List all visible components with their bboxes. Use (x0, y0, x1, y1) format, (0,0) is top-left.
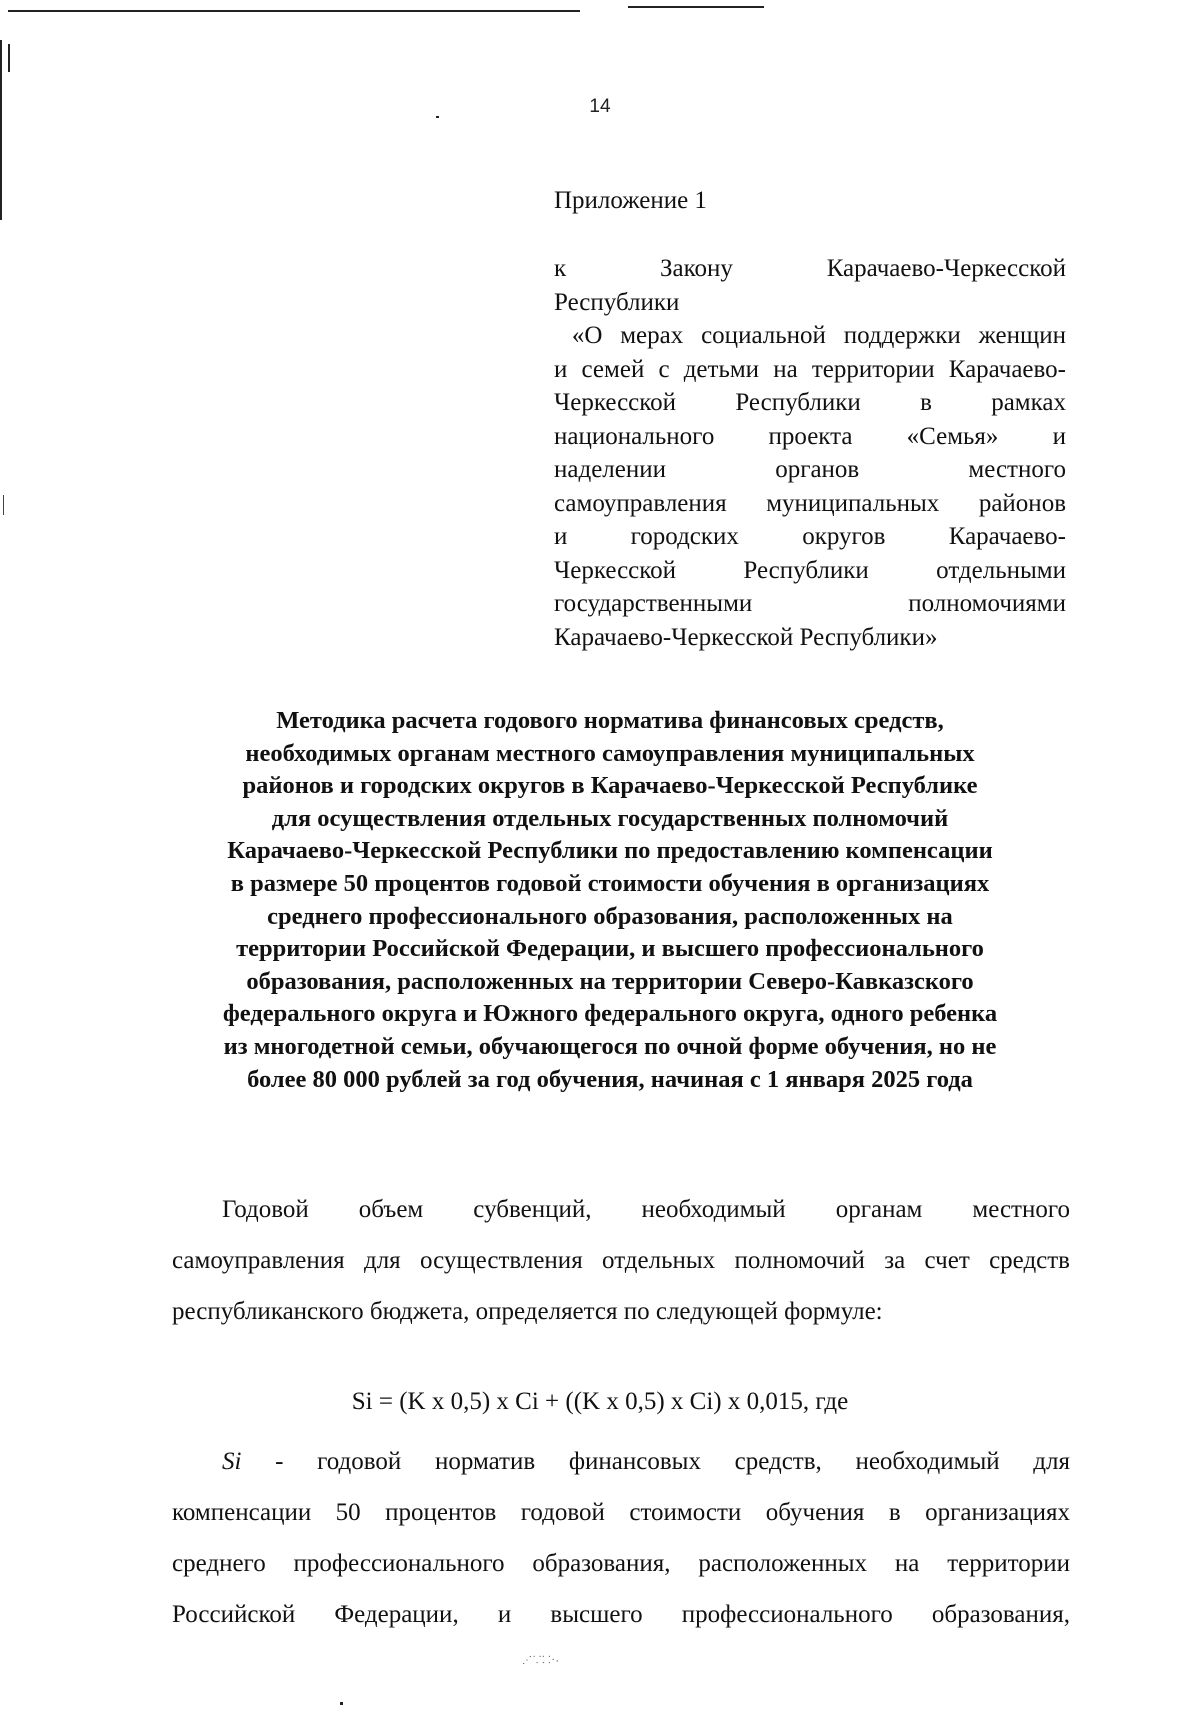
scan-artifact-dot (340, 1702, 343, 1705)
scan-artifact-left-dots (3, 495, 4, 515)
page-number: 14 (589, 96, 611, 117)
paragraph-line: Годовой объем субвенций, необходимый органам местного (222, 1196, 1070, 1223)
definition-first-line (172, 1436, 1070, 1487)
title-line: районов и городских округов в Карачаево-Черкесской Республике (242, 772, 978, 800)
title-line: для осуществления отдельных государственных полномочий (271, 804, 949, 832)
appendix-line: к Закону Карачаево-Черкесской (554, 255, 1066, 282)
paragraph-line: самоуправления для осуществления отдельных полномочий за счет средств (172, 1247, 1070, 1274)
appendix-line: государственными полномочиями (554, 590, 1066, 617)
scan-artifact-top-line (8, 10, 580, 12)
appendix-reference (554, 252, 1066, 654)
title-line: из многодетной семьи, обучающегося по очной форме обучения, но не (223, 1032, 997, 1060)
appendix-line: наделении органов местного (554, 456, 1066, 483)
title-line: Методика расчета годового норматива финансовых средств, (276, 707, 944, 734)
paragraph-line: республиканского бюджета, определяется по следующей формуле: (172, 1298, 883, 1325)
appendix-line: Черкесской Республики в рамках (554, 389, 1066, 416)
definition-text: - годовой норматив финансовых средств, необходимый для (241, 1448, 1070, 1475)
appendix-line: и городских округов Карачаево- (554, 523, 1066, 550)
title-line: в размере 50 процентов годовой стоимости обучения в организациях (230, 869, 990, 897)
appendix-line: Республики (554, 288, 680, 316)
appendix-line: Черкесской Республики отдельными (554, 556, 1066, 584)
methodology-title (160, 705, 1060, 1096)
scan-artifact-top-line-short (628, 6, 764, 8)
appendix-title: Приложение 1 (554, 187, 707, 214)
scan-artifact-left-line (0, 40, 2, 220)
title-line: территории Российской Федерации, и высшего профессионального (236, 935, 984, 963)
title-line: среднего профессионального образования, расположенных на (267, 902, 953, 930)
paragraph-line: среднего профессионального образования, расположенных на территории (172, 1550, 1070, 1577)
scan-smudge: ⋰⸪⸬·⸳ (522, 1655, 560, 1666)
scan-artifact-left-mark (8, 44, 10, 72)
title-line: федерального округа и Южного федерального округа, одного ребенка (222, 1000, 998, 1028)
title-line: более 80 000 рублей за год обучения, начиная с 1 января 2025 года (247, 1065, 973, 1093)
appendix-line: национального проекта «Семья» и (554, 422, 1066, 450)
appendix-line: «О мерах социальной поддержки женщин (554, 322, 1066, 349)
appendix-line: и семей с детьми на территории Карачаево- (554, 355, 1066, 383)
paragraph-si-definition (172, 1436, 1070, 1640)
title-line: Карачаево-Черкесской Республики по предоставлению компенсации (227, 837, 993, 865)
appendix-line: самоуправления муниципальных районов (554, 489, 1066, 517)
paragraph-line: Российской Федерации, и высшего профессионального образования, (172, 1601, 1070, 1628)
title-line: необходимых органам местного самоуправления муниципальных (245, 739, 975, 767)
paragraph-subvention-volume (172, 1184, 1070, 1337)
formula: Si = (K x 0,5) x Ci + ((K x 0,5) x Ci) x 0,015, где (351, 1388, 849, 1415)
formula-term: Si (222, 1448, 242, 1475)
paragraph-line: компенсации 50 процентов годовой стоимости обучения в организациях (172, 1499, 1070, 1526)
title-line: образования, расположенных на территории Северо-Кавказского (246, 967, 974, 995)
appendix-line: Карачаево-Черкесской Республики» (554, 623, 938, 651)
